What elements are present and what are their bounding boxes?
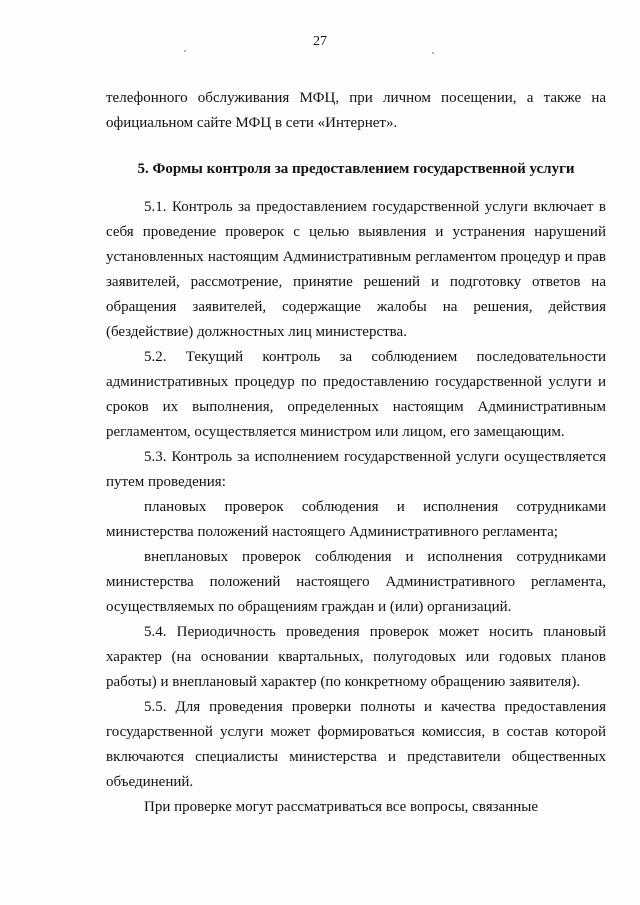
paragraph-unplanned-checks: внеплановых проверок соблюдения и исполнения сотрудниками министерства положений настоящего Административного регламента, осуществляемых по обращениям граждан и (или) организаций. [106,549,606,615]
paragraph-5-1: 5.1. Контроль за предоставлением государственной услуги включает в себя проведение проверок с целью выявления и устранения нарушений установленных настоящим Административным регламентом процедур и прав заявителей, рассмотрение, принятие решений и подготовку ответов на обращения заявителей, содержащие жалобы на решения, действия (бездействие) должностных лиц министерства. [106,199,606,340]
paragraph-continuation: телефонного обслуживания МФЦ, при личном посещении, а также на официальном сайте МФЦ в сети «Интернет». [106,90,606,131]
section-heading: 5. Формы контроля за предоставлением государственной услуги [137,161,575,177]
scan-speck [184,50,186,52]
page-number: 27 [313,34,327,49]
paragraph-5-5: 5.5. Для проведения проверки полноты и качества предоставления государственной услуги может формироваться комиссия, в состав которой включаются специалисты министерства и представители общественных объединений. [106,699,606,790]
paragraph-planned-checks: плановых проверок соблюдения и исполнения сотрудниками министерства положений настоящего Административного регламента; [106,499,606,540]
paragraph-5-3: 5.3. Контроль за исполнением государственной услуги осуществляется путем проведения: [106,449,606,490]
paragraph-5-4: 5.4. Периодичность проведения проверок может носить плановый характер (на основании квартальных, полугодовых или годовых планов работы) и внеплановый характер (по конкретному обращению заявителя). [106,624,606,690]
document-body [106,86,606,820]
paragraph-5-2: 5.2. Текущий контроль за соблюдением последовательности административных процедур по предоставлению государственной услуги и сроков их выполнения, определенных настоящим Административным регламентом, осуществляется министром или лицом, его замещающим. [106,349,606,440]
scan-speck [432,52,434,54]
paragraph-final: При проверке могут рассматриваться все вопросы, связанные [144,799,538,815]
